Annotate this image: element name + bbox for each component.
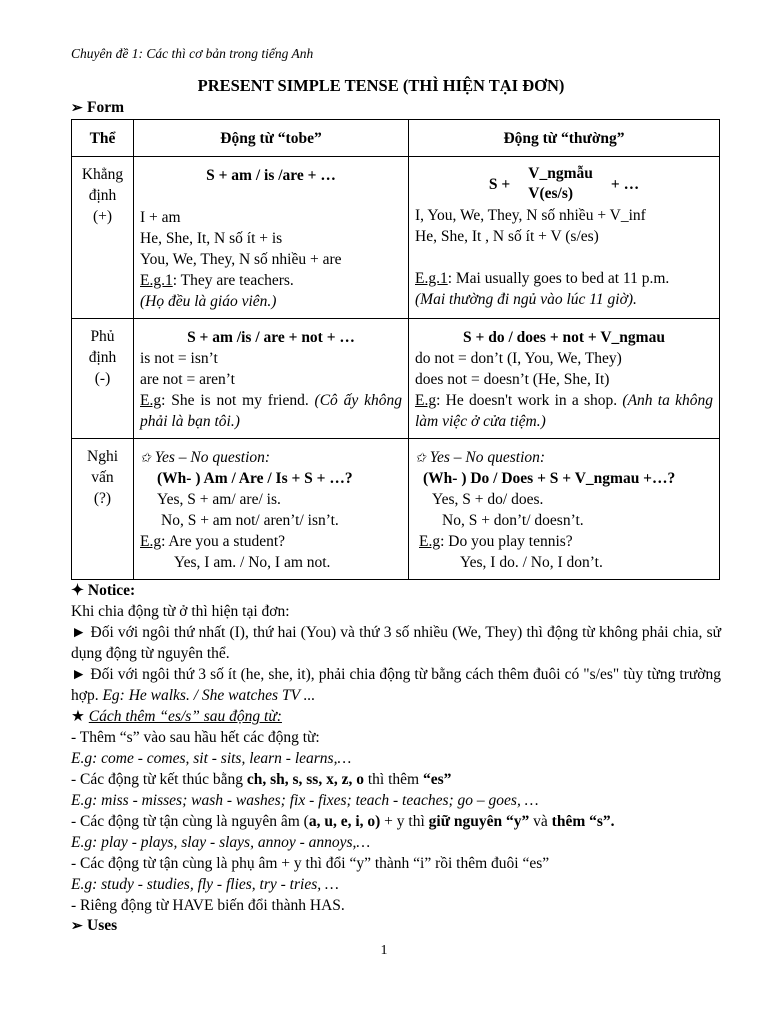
page-title: PRESENT SIMPLE TENSE (THÌ HIỆN TẠI ĐƠN) bbox=[197, 76, 565, 95]
question-ordinary-cell bbox=[409, 439, 720, 580]
example-label: E.g bbox=[140, 392, 162, 409]
spacer bbox=[415, 247, 713, 268]
section-form bbox=[71, 98, 721, 118]
formula bbox=[415, 163, 713, 205]
rule-line: I, You, We, They, N số nhiều + V_inf bbox=[415, 207, 646, 224]
rule-bold: thêm “s”. bbox=[551, 813, 615, 830]
formula: S + do / does + not + V_ngmau bbox=[463, 329, 665, 346]
rule-example: E.g: come - comes, sit - sits, learn - learns,… bbox=[71, 750, 352, 767]
example-translation: (Cô ấy không phải là bạn tôi.) bbox=[140, 392, 402, 430]
rule-bold: ch, sh, s, ss, x, z, o bbox=[246, 771, 364, 788]
example-label: E.g bbox=[419, 533, 441, 550]
document-page bbox=[71, 44, 721, 936]
example-translation: (Mai thường đi ngủ vào lúc 11 giờ). bbox=[415, 291, 637, 308]
star-outline-icon: ✩ bbox=[140, 450, 151, 465]
example-translation: (Anh ta không làm việc ở cửa tiệm.) bbox=[415, 392, 713, 430]
rule-text: thì thêm bbox=[363, 771, 423, 788]
affirmative-label bbox=[72, 157, 134, 319]
running-header: Chuyên đề 1: Các thì cơ bản trong tiếng Anh bbox=[71, 46, 314, 61]
formula: (Wh- ) Am / Are / Is + S + …? bbox=[157, 470, 353, 487]
four-point-star-icon: ✦ bbox=[71, 582, 84, 599]
example-text: : Do you play tennis? bbox=[440, 533, 573, 550]
notice-heading-label: Notice: bbox=[87, 582, 136, 599]
section-form-label: Form bbox=[87, 99, 125, 116]
no-line: No, S + don’t/ doesn’t. bbox=[442, 512, 584, 529]
rule-line bbox=[71, 811, 721, 832]
arrow-right-icon: ➢ bbox=[71, 101, 83, 116]
star-outline-icon: ✩ bbox=[415, 450, 426, 465]
formula: S + am /is / are + not + … bbox=[187, 329, 355, 346]
formula-tail: + … bbox=[610, 175, 640, 193]
label-line: Phủ bbox=[90, 328, 115, 345]
rule-example: E.g: play - plays, slay - slays, annoy - annoys,… bbox=[71, 834, 371, 851]
yes-no-label: Yes – No question: bbox=[429, 449, 546, 466]
yes-no-heading bbox=[140, 447, 402, 468]
example-text: : Mai usually goes to bed at 11 p.m. bbox=[447, 270, 670, 287]
example bbox=[415, 531, 713, 552]
rule-line: are not = aren’t bbox=[140, 371, 235, 388]
example-label: E.g bbox=[140, 533, 162, 550]
rule-line bbox=[71, 769, 721, 790]
rule-line: I + am bbox=[140, 209, 181, 226]
example-label: E.g.1 bbox=[140, 272, 173, 289]
rule-text: và bbox=[529, 813, 552, 830]
rule-line: does not = doesn’t (He, She, It) bbox=[415, 371, 610, 388]
header-the: Thể bbox=[72, 120, 134, 157]
label-line: (-) bbox=[94, 370, 111, 387]
formula: (Wh- ) Do / Does + S + V_ngmau +…? bbox=[423, 470, 676, 487]
formula-verb-stack bbox=[528, 164, 593, 204]
no-line: No, S + am not/ aren’t/ isn’t. bbox=[161, 512, 339, 529]
negative-ordinary-cell bbox=[409, 319, 720, 439]
question-tobe-cell bbox=[134, 439, 409, 580]
rule-heading-label: Cách thêm “es/s” sau động từ: bbox=[88, 708, 282, 725]
affirmative-tobe-cell bbox=[134, 157, 409, 319]
rule-bold: a, u, e, i, o) bbox=[308, 813, 381, 830]
pointer-icon: ► bbox=[71, 624, 87, 641]
notice-intro: Khi chia động từ ở thì hiện tại đơn: bbox=[71, 603, 290, 620]
label-line: Nghi bbox=[87, 448, 118, 465]
example-text: : They are teachers. bbox=[172, 272, 294, 289]
yes-line: Yes, S + do/ does. bbox=[432, 491, 544, 508]
rule-line: He, She, It, N số ít + is bbox=[140, 230, 283, 247]
header-tobe: Động từ “tobe” bbox=[134, 120, 409, 157]
rule-text: + y thì bbox=[380, 813, 429, 830]
rule-text: - Các động từ tận cùng là nguyên âm ( bbox=[71, 813, 309, 830]
label-line: Khẳng bbox=[81, 166, 124, 183]
answer-line: Yes, I am. / No, I am not. bbox=[174, 554, 331, 571]
row-question bbox=[72, 439, 720, 580]
example-text: : He doesn't work in a shop. bbox=[436, 392, 623, 409]
notice-point-text: Đối với ngôi thứ nhất (I), thứ hai (You) và thứ 3 số nhiều (We, They) thì động từ không phải chia, sử dụng động từ nguyên thể. bbox=[71, 624, 722, 662]
negative-label bbox=[72, 319, 134, 439]
label-line: định bbox=[88, 187, 117, 204]
rule-line: do not = don’t (I, You, We, They) bbox=[415, 350, 622, 367]
rule-bold: giữ nguyên “y” bbox=[428, 813, 530, 830]
yes-line: Yes, S + am/ are/ is. bbox=[157, 491, 281, 508]
rule-line: - Riêng động từ HAVE biến đổi thành HAS. bbox=[71, 897, 345, 914]
formula-verb-top: V_ngmẫu bbox=[528, 165, 593, 182]
example-label: E.g bbox=[415, 392, 437, 409]
affirmative-ordinary-cell bbox=[409, 157, 720, 319]
rule-line: - Thêm “s” vào sau hầu hết các động từ: bbox=[71, 729, 320, 746]
question-label bbox=[72, 439, 134, 580]
formula-verb-bottom: V(es/s) bbox=[528, 185, 574, 202]
rule-bold: “es” bbox=[422, 771, 452, 788]
example-label: E.g.1 bbox=[415, 270, 448, 287]
notice-section bbox=[71, 580, 721, 916]
rule-line: - Các động từ tận cùng là phụ âm + y thì đổi “y” thành “i” rồi thêm đuôi “es” bbox=[71, 855, 550, 872]
form-table bbox=[71, 119, 720, 580]
notice-point bbox=[71, 664, 721, 706]
example-text: : Are you a student? bbox=[161, 533, 286, 550]
notice-point bbox=[71, 622, 721, 664]
notice-example: Eg: He walks. / She watches TV ... bbox=[102, 687, 316, 704]
rule-line: He, She, It , N số ít + V (s/es) bbox=[415, 228, 599, 245]
formula-subject: S + bbox=[488, 175, 511, 193]
notice-point-text: Đối với ngôi thứ 3 số ít (he, she, it), phải chia động từ bằng cách thêm đuôi có "s/es" tùy từng trường hợp. bbox=[71, 666, 721, 704]
rule-text: - Các động từ kết thúc bằng bbox=[71, 771, 247, 788]
example-translation: (Họ đều là giáo viên.) bbox=[140, 293, 277, 310]
rule-line: You, We, They, N số nhiều + are bbox=[140, 251, 342, 268]
example bbox=[140, 270, 402, 291]
notice-heading bbox=[71, 580, 721, 601]
pointer-icon: ► bbox=[71, 666, 87, 683]
yes-no-heading bbox=[415, 447, 713, 468]
yes-no-label: Yes – No question: bbox=[154, 449, 271, 466]
answer-line: Yes, I do. / No, I don’t. bbox=[460, 554, 603, 571]
header-ordinary: Động từ “thường” bbox=[409, 120, 720, 157]
section-uses-label: Uses bbox=[87, 917, 118, 934]
label-line: (+) bbox=[92, 208, 113, 225]
negative-tobe-cell bbox=[134, 319, 409, 439]
example bbox=[415, 268, 713, 289]
rule-heading bbox=[71, 706, 721, 727]
label-line: vấn bbox=[91, 469, 114, 486]
arrow-right-icon: ➢ bbox=[71, 919, 83, 934]
star-icon: ★ bbox=[71, 708, 85, 725]
rule-example: E.g: study - studies, fly - flies, try - tries, … bbox=[71, 876, 339, 893]
example bbox=[140, 531, 402, 552]
rule-line: is not = isn’t bbox=[140, 350, 218, 367]
table-header-row bbox=[72, 120, 720, 157]
row-negative bbox=[72, 319, 720, 439]
label-line: định bbox=[88, 349, 117, 366]
example bbox=[415, 390, 713, 432]
formula: S + am / is /are + … bbox=[206, 167, 336, 184]
rule-example: E.g: miss - misses; wash - washes; fix - fixes; teach - teaches; go – goes, … bbox=[71, 792, 539, 809]
example bbox=[140, 390, 402, 432]
page-number: 1 bbox=[380, 943, 388, 958]
row-affirmative bbox=[72, 157, 720, 319]
label-line: (?) bbox=[93, 490, 112, 507]
example-text: : She is not my friend. bbox=[161, 392, 315, 409]
section-uses bbox=[71, 916, 721, 936]
